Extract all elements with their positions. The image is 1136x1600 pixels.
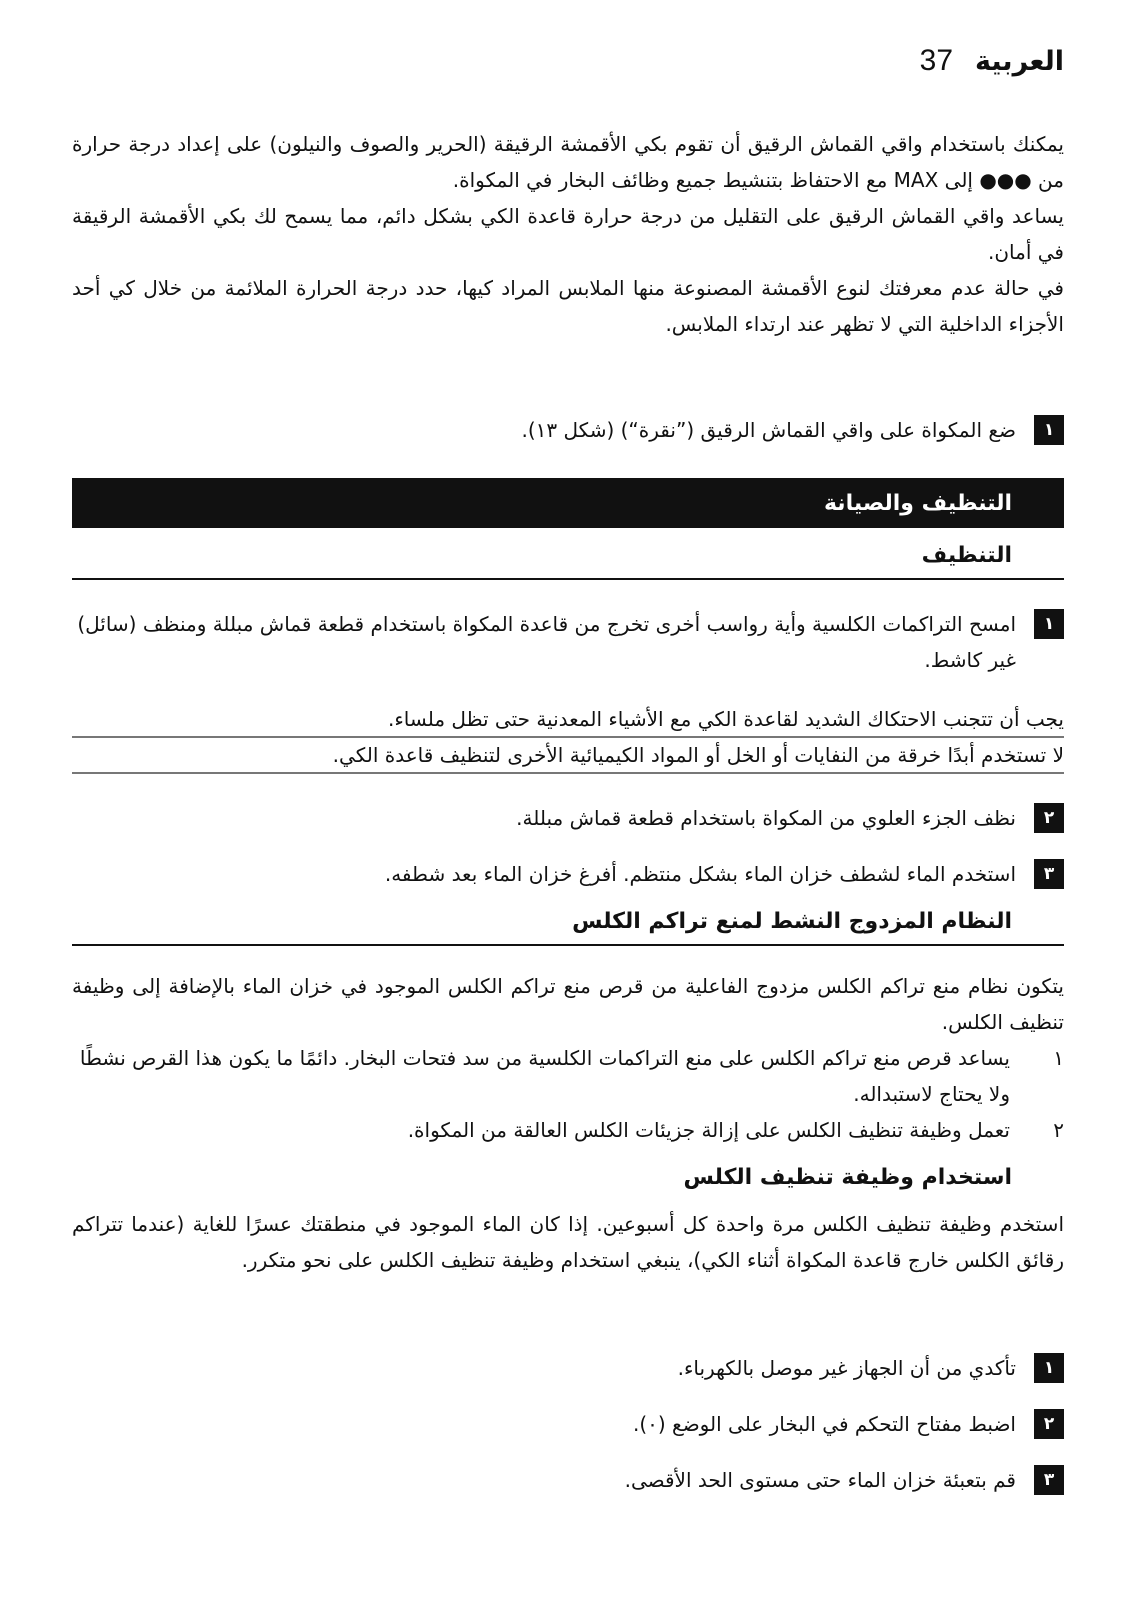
subheading-cleaning (72, 538, 1064, 580)
item-text: تعمل وظيفة تنظيف الكلس على إزالة جزيئات الكلس العالقة من المكواة. (407, 1118, 1010, 1142)
subheading-anticalc (72, 904, 1064, 946)
warning-line: لا تستخدم أبدًا خرقة من النفايات أو الخل أو المواد الكيميائية الأخرى لتنظيف قاعدة الكي. (72, 738, 1064, 774)
numbered-item (72, 1112, 1064, 1148)
calc-clean-step-2 (72, 1406, 1064, 1442)
step-number-badge: ١ (1034, 415, 1064, 445)
step-number-badge: ٢ (1034, 803, 1064, 833)
calc-clean-intro (72, 1206, 1064, 1278)
item-text: يساعد قرص منع تراكم الكلس على منع التراكمات الكلسية من سد فتحات البخار. دائمًا ما يكون هذا القرص نشطًا ولا يحتاج لاستبداله. (79, 1046, 1010, 1106)
subheading-text: استخدام وظيفة تنظيف الكلس (683, 1165, 1012, 1190)
intro-text (72, 126, 1064, 342)
section-title: التنظيف والصيانة (823, 490, 1012, 516)
calc-clean-paragraph: استخدم وظيفة تنظيف الكلس مرة واحدة كل أسبوعين. إذا كان الماء الموجود في منطقتك عسرًا للغاية (عندما تتراكم رقائق الكلس خارج قاعدة المكواة أثناء الكي)، ينبغي استخدام وظيفة تنظيف الكلس على نحو متكرر. (72, 1212, 1064, 1272)
calc-clean-step-1 (72, 1350, 1064, 1386)
subheading-text: النظام المزدوج النشط لمنع تراكم الكلس (572, 909, 1012, 934)
step-number-badge: ٣ (1034, 859, 1064, 889)
step-text: ضع المكواة على واقي القماش الرقيق (”نقرة“) (شكل ١٣). (521, 418, 1016, 442)
section-heading-bar (72, 478, 1064, 528)
cleaning-step-1 (72, 606, 1064, 678)
step-number-badge: ٣ (1034, 1465, 1064, 1495)
intro-paragraph: في حالة عدم معرفتك لنوع الأقمشة المصنوعة منها الملابس المراد كيها، حدد درجة الحرارة الملائمة من خلال كي أحد الأجزاء الداخلية التي لا تظهر عند ارتداء الملابس. (72, 276, 1064, 336)
intro-paragraph: يساعد واقي القماش الرقيق على التقليل من درجة حرارة قاعدة الكي بشكل دائم، مما يسمح لك بكي الأقمشة الرقيقة في أمان. (72, 204, 1064, 264)
step-text: قم بتعبئة خزان الماء حتى مستوى الحد الأقصى. (624, 1468, 1016, 1492)
step-number-badge: ١ (1034, 1353, 1064, 1383)
step-text: تأكدي من أن الجهاز غير موصل بالكهرباء. (677, 1356, 1016, 1380)
intro-step (72, 412, 1064, 448)
anticalc-text (72, 968, 1064, 1148)
step-text: امسح التراكمات الكلسية وأية رواسب أخرى تخرج من قاعدة المكواة باستخدام قطعة قماش مبللة ومنظف (سائل) غير كاشط. (77, 612, 1016, 672)
intro-paragraph: يمكنك باستخدام واقي القماش الرقيق أن تقوم بكي الأقمشة الرقيقة (الحرير والصوف والنيلون) على إعداد درجة حرارة من ●●● إلى MAX مع الاحتفاظ بتنشيط جميع وظائف البخار في المكواة. (72, 132, 1064, 192)
subheading-calc-clean (72, 1160, 1064, 1200)
cleaning-step-2 (72, 800, 1064, 836)
page-number: 37 (919, 44, 954, 77)
step-number-badge: ٢ (1034, 1409, 1064, 1439)
subheading-text: التنظيف (921, 543, 1012, 568)
step-text: استخدم الماء لشطف خزان الماء بشكل منتظم. أفرغ خزان الماء بعد شطفه. (384, 862, 1016, 886)
manual-page (72, 0, 1064, 1600)
item-number: ١ (1053, 1046, 1064, 1070)
warning-line: يجب أن تتجنب الاحتكاك الشديد لقاعدة الكي مع الأشياء المعدنية حتى تظل ملساء. (72, 702, 1064, 738)
warning-block (72, 702, 1064, 774)
item-number: ٢ (1053, 1118, 1064, 1142)
numbered-item (72, 1040, 1064, 1112)
language-label: العربية (975, 45, 1064, 77)
step-text: نظف الجزء العلوي من المكواة باستخدام قطعة قماش مبللة. (516, 806, 1016, 830)
page-header (920, 44, 1064, 78)
step-text: اضبط مفتاح التحكم في البخار على الوضع (٠). (632, 1412, 1016, 1436)
anticalc-intro: يتكون نظام منع تراكم الكلس مزدوج الفاعلية من قرص منع تراكم الكلس الموجود في خزان الماء بالإضافة إلى وظيفة تنظيف الكلس. (72, 974, 1064, 1034)
calc-clean-step-3 (72, 1462, 1064, 1498)
cleaning-step-3 (72, 856, 1064, 892)
step-number-badge: ١ (1034, 609, 1064, 639)
